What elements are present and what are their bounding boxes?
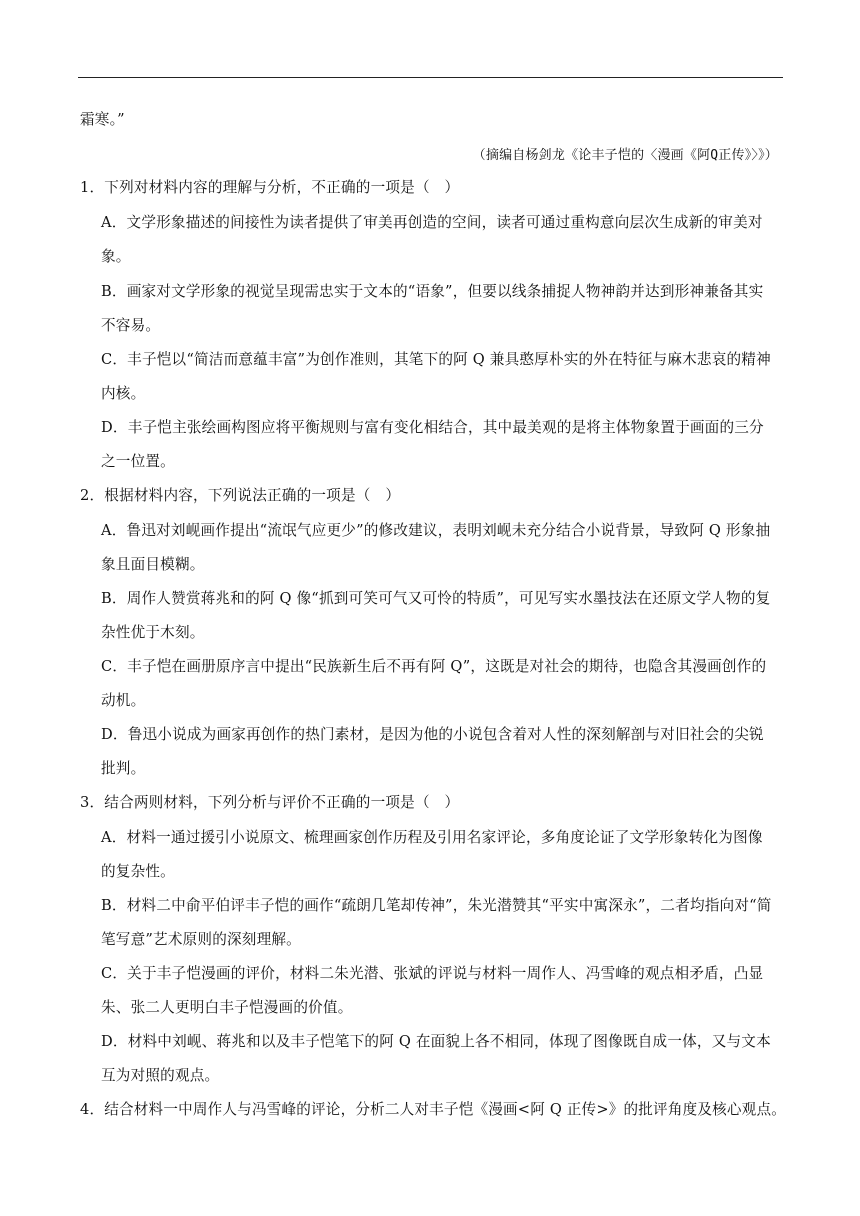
question-3-option-c: C．关于丰子恺漫画的评价，材料二朱光潜、张斌的评说与材料一周作人、冯雪峰的观点相矛盾，凸显 xyxy=(101,965,764,982)
header-rule xyxy=(78,77,783,78)
question-1-option-a: A．文学形象描述的间接性为读者提供了审美再创造的空间，读者可通过重构意向层次生成新的审美对 xyxy=(101,214,763,231)
question-1-option-d: D．丰子恺主张绘画构图应将平衡规则与富有变化相结合，其中最美观的是将主体物象置于画面的三分 xyxy=(101,419,764,436)
question-3-option-d: D．材料中刘岘、蒋兆和以及丰子恺笔下的阿 Q 在面貌上各不相同，体现了图像既自成一体，又与文本 xyxy=(101,1033,771,1050)
question-4-stem: 4．结合材料一中周作人与冯雪峰的评论，分析二人对丰子恺《漫画<阿 Q 正传>》的批评角度及核心观点。 xyxy=(80,1101,786,1118)
question-2-option-c-cont: 动机。 xyxy=(101,692,146,709)
question-3-option-b-cont: 笔写意”艺术原则的深刻理解。 xyxy=(101,931,301,948)
question-3-option-c-cont: 朱、张二人更明白丰子恺漫画的价值。 xyxy=(101,999,353,1016)
question-3-option-b: B．材料二中俞平伯评丰子恺的画作“疏朗几笔却传神”，朱光潜赞其“平实中寓深永”，二者均指向对“简 xyxy=(101,897,772,914)
question-2-option-a-cont: 象且面目模糊。 xyxy=(101,556,205,573)
question-2-option-b-cont: 杂性优于木刻。 xyxy=(101,624,205,641)
question-3-option-d-cont: 互为对照的观点。 xyxy=(101,1067,220,1084)
question-1-option-b-cont: 不容易。 xyxy=(101,317,161,334)
question-2-option-b: B．周作人赞赏蒋兆和的阿 Q 像“抓到可笑可气又可怜的特质”，可见写实水墨技法在还原文学人物的复 xyxy=(101,590,771,607)
question-3-option-a-cont: 的复杂性。 xyxy=(101,863,175,880)
question-1-option-b: B．画家对文学形象的视觉呈现需忠实于文本的“语象”，但要以线条捕捉人物神韵并达到形神兼备其实 xyxy=(101,283,764,300)
source-citation: （摘编自杨剑龙《论丰子恺的〈漫画《阿Q正传》〉》） xyxy=(472,148,778,163)
question-1-option-a-cont: 象。 xyxy=(101,248,131,265)
question-2-option-a: A．鲁迅对刘岘画作提出“流氓气应更少”的修改建议，表明刘岘未充分结合小说背景，导致阿 Q 形象抽 xyxy=(101,522,771,539)
question-2-stem: 2．根据材料内容，下列说法正确的一项是（ ） xyxy=(80,487,401,504)
question-3-option-a: A．材料一通过援引小说原文、梳理画家创作历程及引用名家评论，多角度论证了文学形象转化为图像 xyxy=(101,829,763,846)
question-1-option-c-cont: 内核。 xyxy=(101,385,146,402)
question-1-option-d-cont: 之一位置。 xyxy=(101,453,175,470)
question-1-stem: 1．下列对材料内容的理解与分析，不正确的一项是（ ） xyxy=(80,179,460,196)
question-3-stem: 3．结合两则材料，下列分析与评价不正确的一项是（ ） xyxy=(80,794,460,811)
question-1-option-c: C．丰子恺以“简洁而意蕴丰富”为创作准则，其笔下的阿 Q 兼具憨厚朴实的外在特征与麻木悲哀的精神 xyxy=(101,351,771,368)
continuation-text: 霜寒。” xyxy=(80,111,125,128)
question-2-option-c: C．丰子恺在画册原序言中提出“民族新生后不再有阿 Q”，这既是对社会的期待，也隐含其漫画创作的 xyxy=(101,658,767,675)
question-2-option-d: D．鲁迅小说成为画家再创作的热门素材，是因为他的小说包含着对人性的深刻解剖与对旧社会的尖锐 xyxy=(101,726,764,743)
question-2-option-d-cont: 批判。 xyxy=(101,760,146,777)
